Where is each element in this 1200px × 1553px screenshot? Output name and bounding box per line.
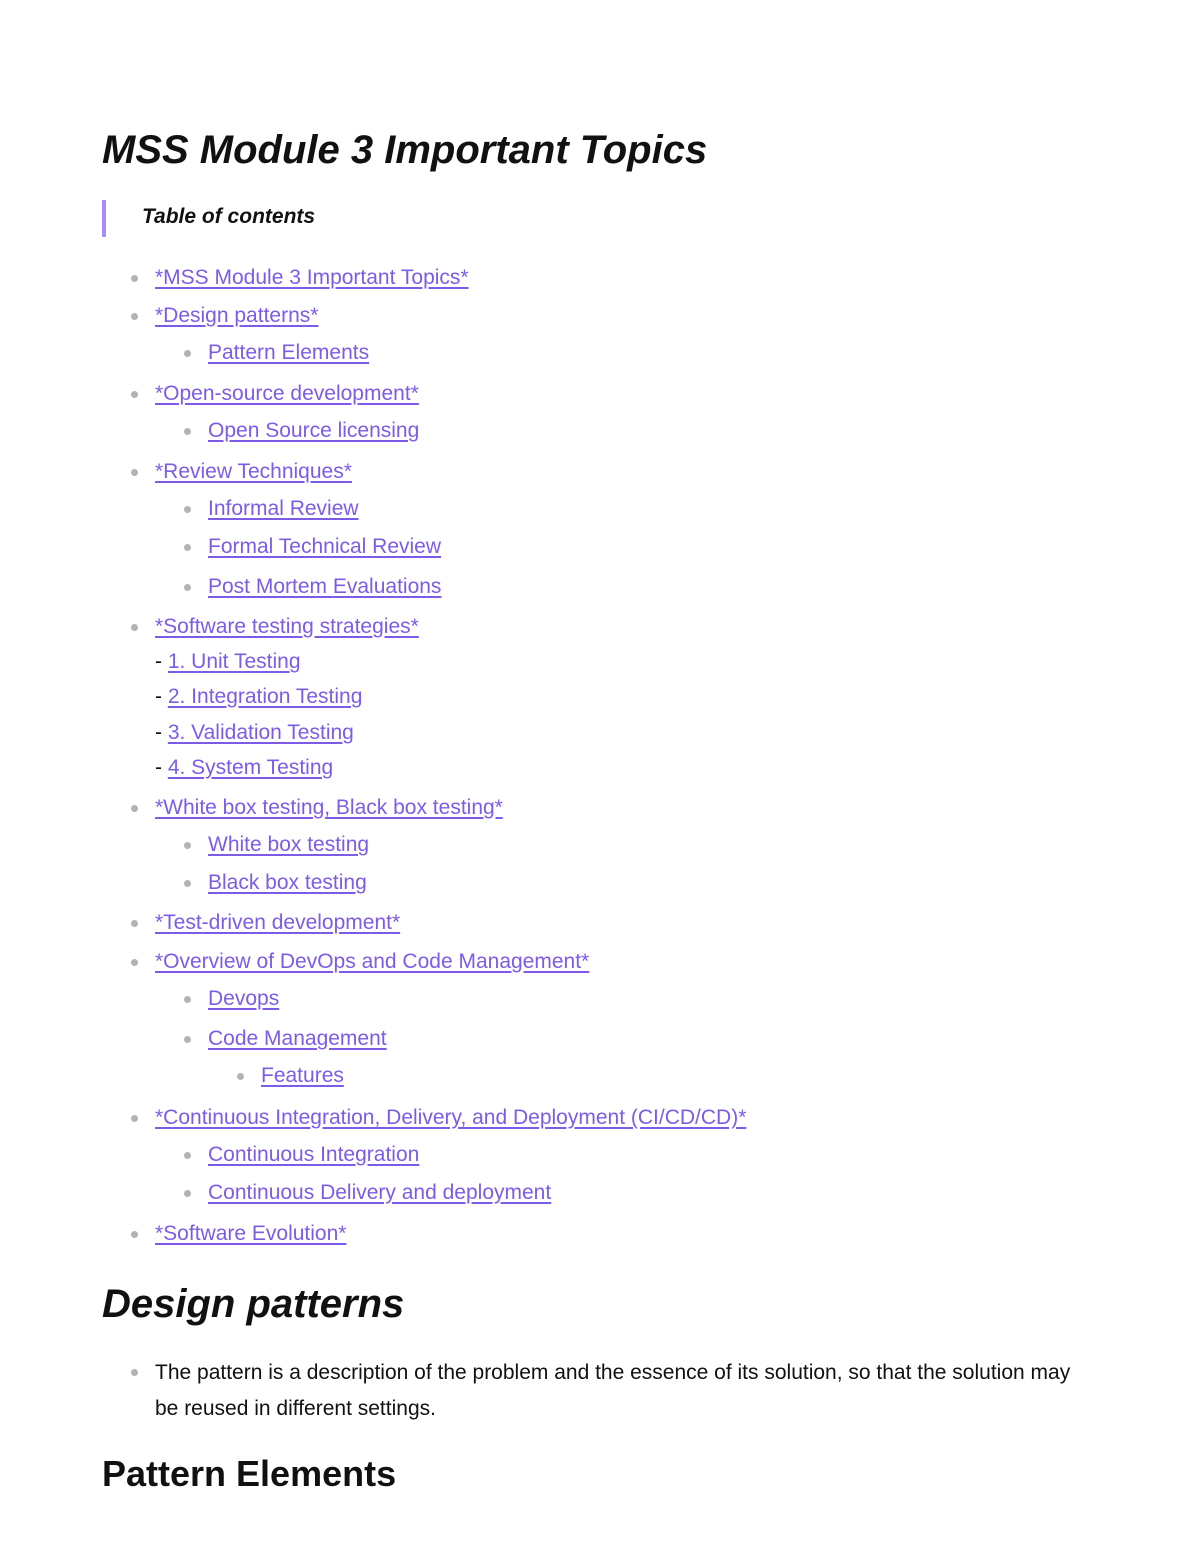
paragraph-text: The pattern is a description of the problem and the essence of its solution, so that the solution may be reused in different settings. (155, 1361, 1071, 1420)
bullet-dot-icon (184, 996, 191, 1003)
toc-item (155, 1219, 346, 1249)
toc-link-white-box-testing[interactable]: White box testing (208, 833, 370, 856)
bullet-dot-icon (184, 880, 191, 887)
toc-item (155, 753, 333, 783)
bullet-dot-icon (184, 1190, 191, 1197)
bullet-dot-icon (184, 842, 191, 849)
list-item (155, 1355, 1075, 1427)
toc-item (208, 868, 367, 898)
toc-item (155, 1103, 746, 1133)
section-heading-design-patterns: Design patterns (102, 1282, 405, 1326)
bullet-dot-icon (131, 313, 138, 320)
bullet-dot-icon (131, 1369, 138, 1376)
toc-item (155, 682, 362, 712)
bullet-dot-icon (131, 1231, 138, 1238)
toc-link-test-driven-development[interactable]: *Test-driven development* (155, 911, 401, 934)
toc-link-formal-technical-review[interactable]: Formal Technical Review (208, 535, 442, 558)
toc-item (208, 984, 279, 1014)
toc-item (155, 379, 419, 409)
toc-item (208, 532, 441, 562)
toc-link-black-box-testing[interactable]: Black box testing (208, 871, 367, 894)
toc-link-open-source-licensing[interactable]: Open Source licensing (208, 419, 420, 442)
bullet-dot-icon (131, 275, 138, 282)
toc-callout (102, 200, 316, 237)
toc-item (155, 301, 318, 331)
toc-item (155, 947, 589, 977)
toc-item (155, 793, 503, 823)
bullet-dot-icon (184, 428, 191, 435)
bullet-dot-icon (184, 350, 191, 357)
toc-link-devops-code-management[interactable]: *Overview of DevOps and Code Management* (155, 950, 590, 973)
bullet-dot-icon (131, 391, 138, 398)
bullet-dot-icon (131, 1115, 138, 1122)
bullet-dot-icon (131, 805, 138, 812)
toc-link-mss-module-3[interactable]: *MSS Module 3 Important Topics* (155, 266, 469, 289)
toc-item (155, 612, 419, 642)
toc-link-review-techniques[interactable]: *Review Techniques* (155, 460, 352, 483)
toc-link-ci-cd-cd[interactable]: *Continuous Integration, Delivery, and Deployment (CI/CD/CD)* (155, 1106, 747, 1129)
toc-link-open-source-development[interactable]: *Open-source development* (155, 382, 419, 405)
bullet-dot-icon (184, 584, 191, 591)
toc-link-software-evolution[interactable]: *Software Evolution* (155, 1222, 347, 1245)
toc-item (208, 1178, 551, 1208)
toc-link-features[interactable]: Features (261, 1064, 344, 1087)
toc-link-unit-testing[interactable]: 1. Unit Testing (167, 650, 301, 673)
bullet-dot-icon (131, 920, 138, 927)
bullet-dot-icon (184, 1152, 191, 1159)
toc-item (208, 494, 359, 524)
toc-item (208, 338, 369, 368)
toc-link-software-testing-strategies[interactable]: *Software testing strategies* (155, 615, 419, 638)
bullet-dot-icon (131, 469, 138, 476)
dash-marker: - (155, 721, 168, 744)
section-heading-pattern-elements: Pattern Elements (102, 1453, 397, 1494)
toc-link-integration-testing[interactable]: 2. Integration Testing (167, 685, 363, 708)
toc-item (208, 416, 419, 446)
toc-link-continuous-delivery-deployment[interactable]: Continuous Delivery and deployment (208, 1181, 552, 1204)
bullet-dot-icon (184, 544, 191, 551)
page-title: MSS Module 3 Important Topics (102, 128, 708, 172)
toc-item (208, 830, 369, 860)
bullet-dot-icon (131, 959, 138, 966)
bullet-dot-icon (184, 1036, 191, 1043)
dash-marker: - (155, 685, 168, 708)
toc-link-white-black-box-testing[interactable]: *White box testing, Black box testing* (155, 796, 503, 819)
toc-link-design-patterns[interactable]: *Design patterns* (155, 304, 319, 327)
bullet-dot-icon (184, 506, 191, 513)
toc-item (261, 1061, 344, 1091)
bullet-dot-icon (131, 624, 138, 631)
toc-item (155, 908, 400, 938)
toc-item (155, 263, 469, 293)
toc-link-continuous-integration[interactable]: Continuous Integration (208, 1143, 420, 1166)
toc-item (155, 457, 352, 487)
toc-item (155, 647, 301, 677)
dash-marker: - (155, 650, 168, 673)
toc-link-system-testing[interactable]: 4. System Testing (167, 756, 334, 779)
bullet-dot-icon (237, 1073, 244, 1080)
toc-link-devops[interactable]: Devops (208, 987, 280, 1010)
dash-marker: - (155, 756, 168, 779)
toc-heading: Table of contents (142, 205, 316, 228)
toc-link-code-management[interactable]: Code Management (208, 1027, 387, 1050)
toc-link-post-mortem-evaluations[interactable]: Post Mortem Evaluations (208, 575, 442, 598)
toc-link-validation-testing[interactable]: 3. Validation Testing (167, 721, 354, 744)
toc-item (208, 1140, 419, 1170)
toc-item (208, 572, 441, 602)
toc-item (208, 1024, 387, 1054)
toc-link-informal-review[interactable]: Informal Review (208, 497, 359, 520)
toc-link-pattern-elements[interactable]: Pattern Elements (208, 341, 370, 364)
toc-item (155, 718, 354, 748)
